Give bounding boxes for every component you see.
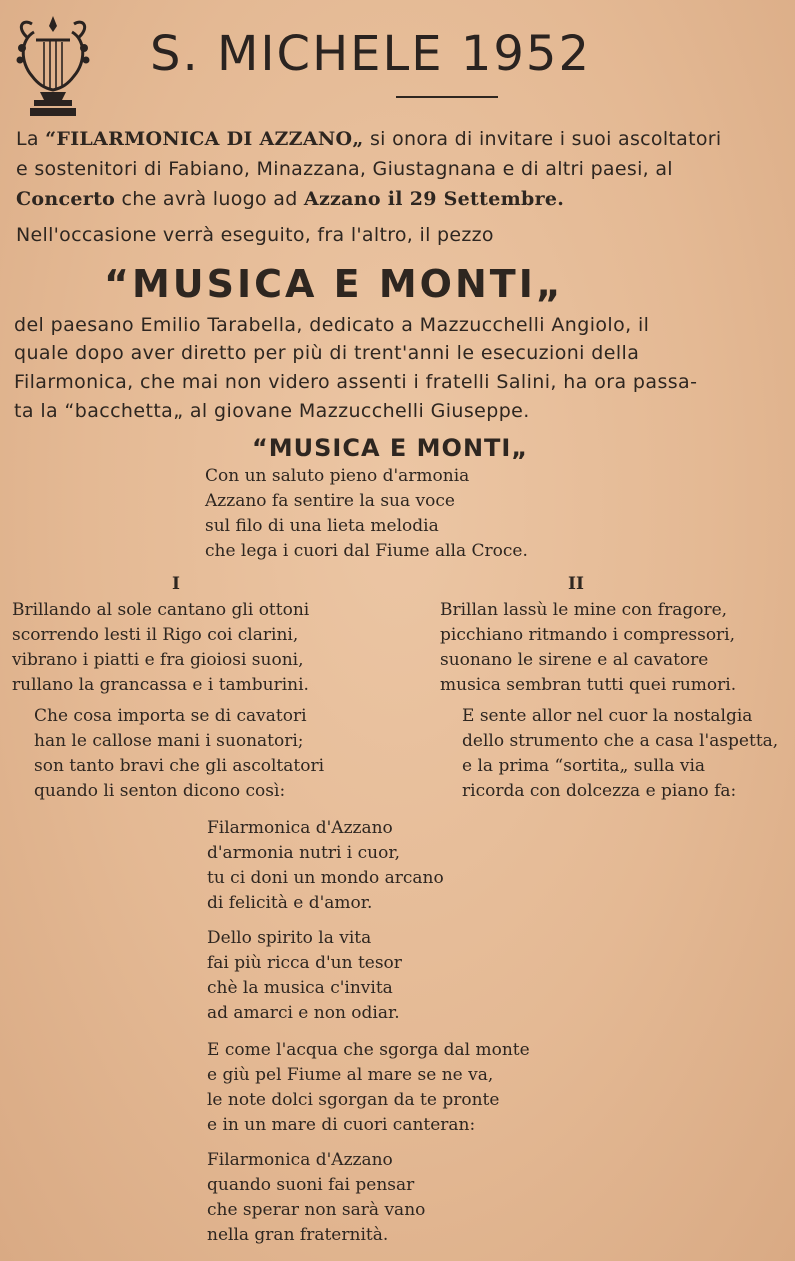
- verse-line: quando suoni fai pensar: [207, 1175, 415, 1195]
- description-line: ta la “bacchetta„ al giovane Mazzucchelli Giuseppe.: [14, 400, 530, 422]
- verse-line: che lega i cuori dal Fiume alla Croce.: [205, 541, 528, 561]
- verse-line: e la prima “sortita„ sulla via: [462, 756, 706, 776]
- verse-line: fai più ricca d'un tesor: [207, 953, 402, 973]
- intro-line-2: e sostenitori di Fabiano, Minazzana, Giustagnana e di altri paesi, al: [16, 158, 673, 180]
- verse-line: vibrano i piatti e fra gioiosi suoni,: [12, 650, 304, 670]
- verse-line: nella gran fraternità.: [207, 1225, 389, 1245]
- verse-line: Brillando al sole cantano gli ottoni: [12, 600, 310, 620]
- verse-line: han le callose mani i suonatori;: [34, 731, 304, 751]
- verse-line: dello strumento che a casa l'aspetta,: [462, 731, 779, 751]
- verse-line: sul filo di una lieta melodia: [205, 516, 439, 536]
- refrain-block-4: [207, 1148, 425, 1248]
- verse-line: Che cosa importa se di cavatori: [34, 706, 307, 726]
- verse-line: Filarmonica d'Azzano: [207, 1150, 393, 1170]
- title-divider: [396, 96, 498, 98]
- verse-line: ricorda con dolcezza e piano fa:: [462, 781, 737, 801]
- verse-line: Con un saluto pieno d'armonia: [205, 466, 470, 486]
- verse-line: E come l'acqua che sgorga dal monte: [207, 1040, 530, 1060]
- stanza-1-part-b: [34, 704, 324, 804]
- verse-line: Dello spirito la vita: [207, 928, 372, 948]
- verse-line: che sperar non sarà vano: [207, 1200, 426, 1220]
- verse-line: picchiano ritmando i compressori,: [440, 625, 736, 645]
- verse-line: musica sembran tutti quei rumori.: [440, 675, 737, 695]
- stanza-numeral-2: II: [568, 574, 584, 594]
- verse-line: Filarmonica d'Azzano: [207, 818, 393, 838]
- verse-line: chè la musica c'invita: [207, 978, 393, 998]
- verse-line: scorrendo lesti il Rigo coi clarini,: [12, 625, 299, 645]
- verse-line: Azzano fa sentire la sua voce: [205, 491, 455, 511]
- lyre-emblem-icon: [14, 14, 92, 118]
- verse-line: Brillan lassù le mine con fragore,: [440, 600, 728, 620]
- verse-line: e in un mare di cuori canteran:: [207, 1115, 476, 1135]
- stanza-2-part-b: [462, 704, 778, 804]
- stanza-2-part-a: [440, 598, 736, 698]
- description-line: Filarmonica, che mai non videro assenti i fratelli Salini, ha ora passa-: [14, 371, 698, 393]
- verse-line: E sente allor nel cuor la nostalgia: [462, 706, 753, 726]
- verse-line: ad amarci e non odiar.: [207, 1003, 400, 1023]
- stanza-1-part-a: [12, 598, 309, 698]
- stanza-numeral-1: I: [172, 574, 180, 594]
- filarmonica-name: “FILARMONICA DI AZZANO„: [45, 128, 364, 150]
- intro-line-1: La “FILARMONICA DI AZZANO„ si onora di invitare i suoi ascoltatori: [16, 128, 722, 150]
- description-line: quale dopo aver diretto per più di trent'anni le esecuzioni della: [14, 342, 640, 364]
- verse-line: rullano la grancassa e i tamburini.: [12, 675, 309, 695]
- piece-title: “MUSICA E MONTI„: [104, 262, 564, 306]
- verse-line: quando li senton dicono così:: [34, 781, 286, 801]
- poem-title: “MUSICA E MONTI„: [252, 434, 529, 462]
- verse-line: d'armonia nutri i cuor,: [207, 843, 401, 863]
- verse-line: di felicità e d'amor.: [207, 893, 373, 913]
- refrain-block-2: [207, 926, 402, 1026]
- description-line: del paesano Emilio Tarabella, dedicato a Mazzucchelli Angiolo, il: [14, 314, 650, 336]
- verse-line: e giù pel Fiume al mare se ne va,: [207, 1065, 494, 1085]
- intro-line-4: Nell'occasione verrà eseguito, fra l'altro, il pezzo: [16, 224, 494, 246]
- refrain-block-3: [207, 1038, 530, 1138]
- poster-title: S. MICHELE 1952: [150, 26, 591, 82]
- verse-line: son tanto bravi che gli ascoltatori: [34, 756, 325, 776]
- refrain-block-1: [207, 816, 444, 916]
- poem-prologue: [205, 464, 528, 564]
- verse-line: suonano le sirene e al cavatore: [440, 650, 709, 670]
- verse-line: tu ci doni un mondo arcano: [207, 868, 444, 888]
- intro-line-3: Concerto che avrà luogo ad Azzano il 29 Settembre.: [16, 188, 565, 210]
- verse-line: le note dolci sgorgan da te pronte: [207, 1090, 500, 1110]
